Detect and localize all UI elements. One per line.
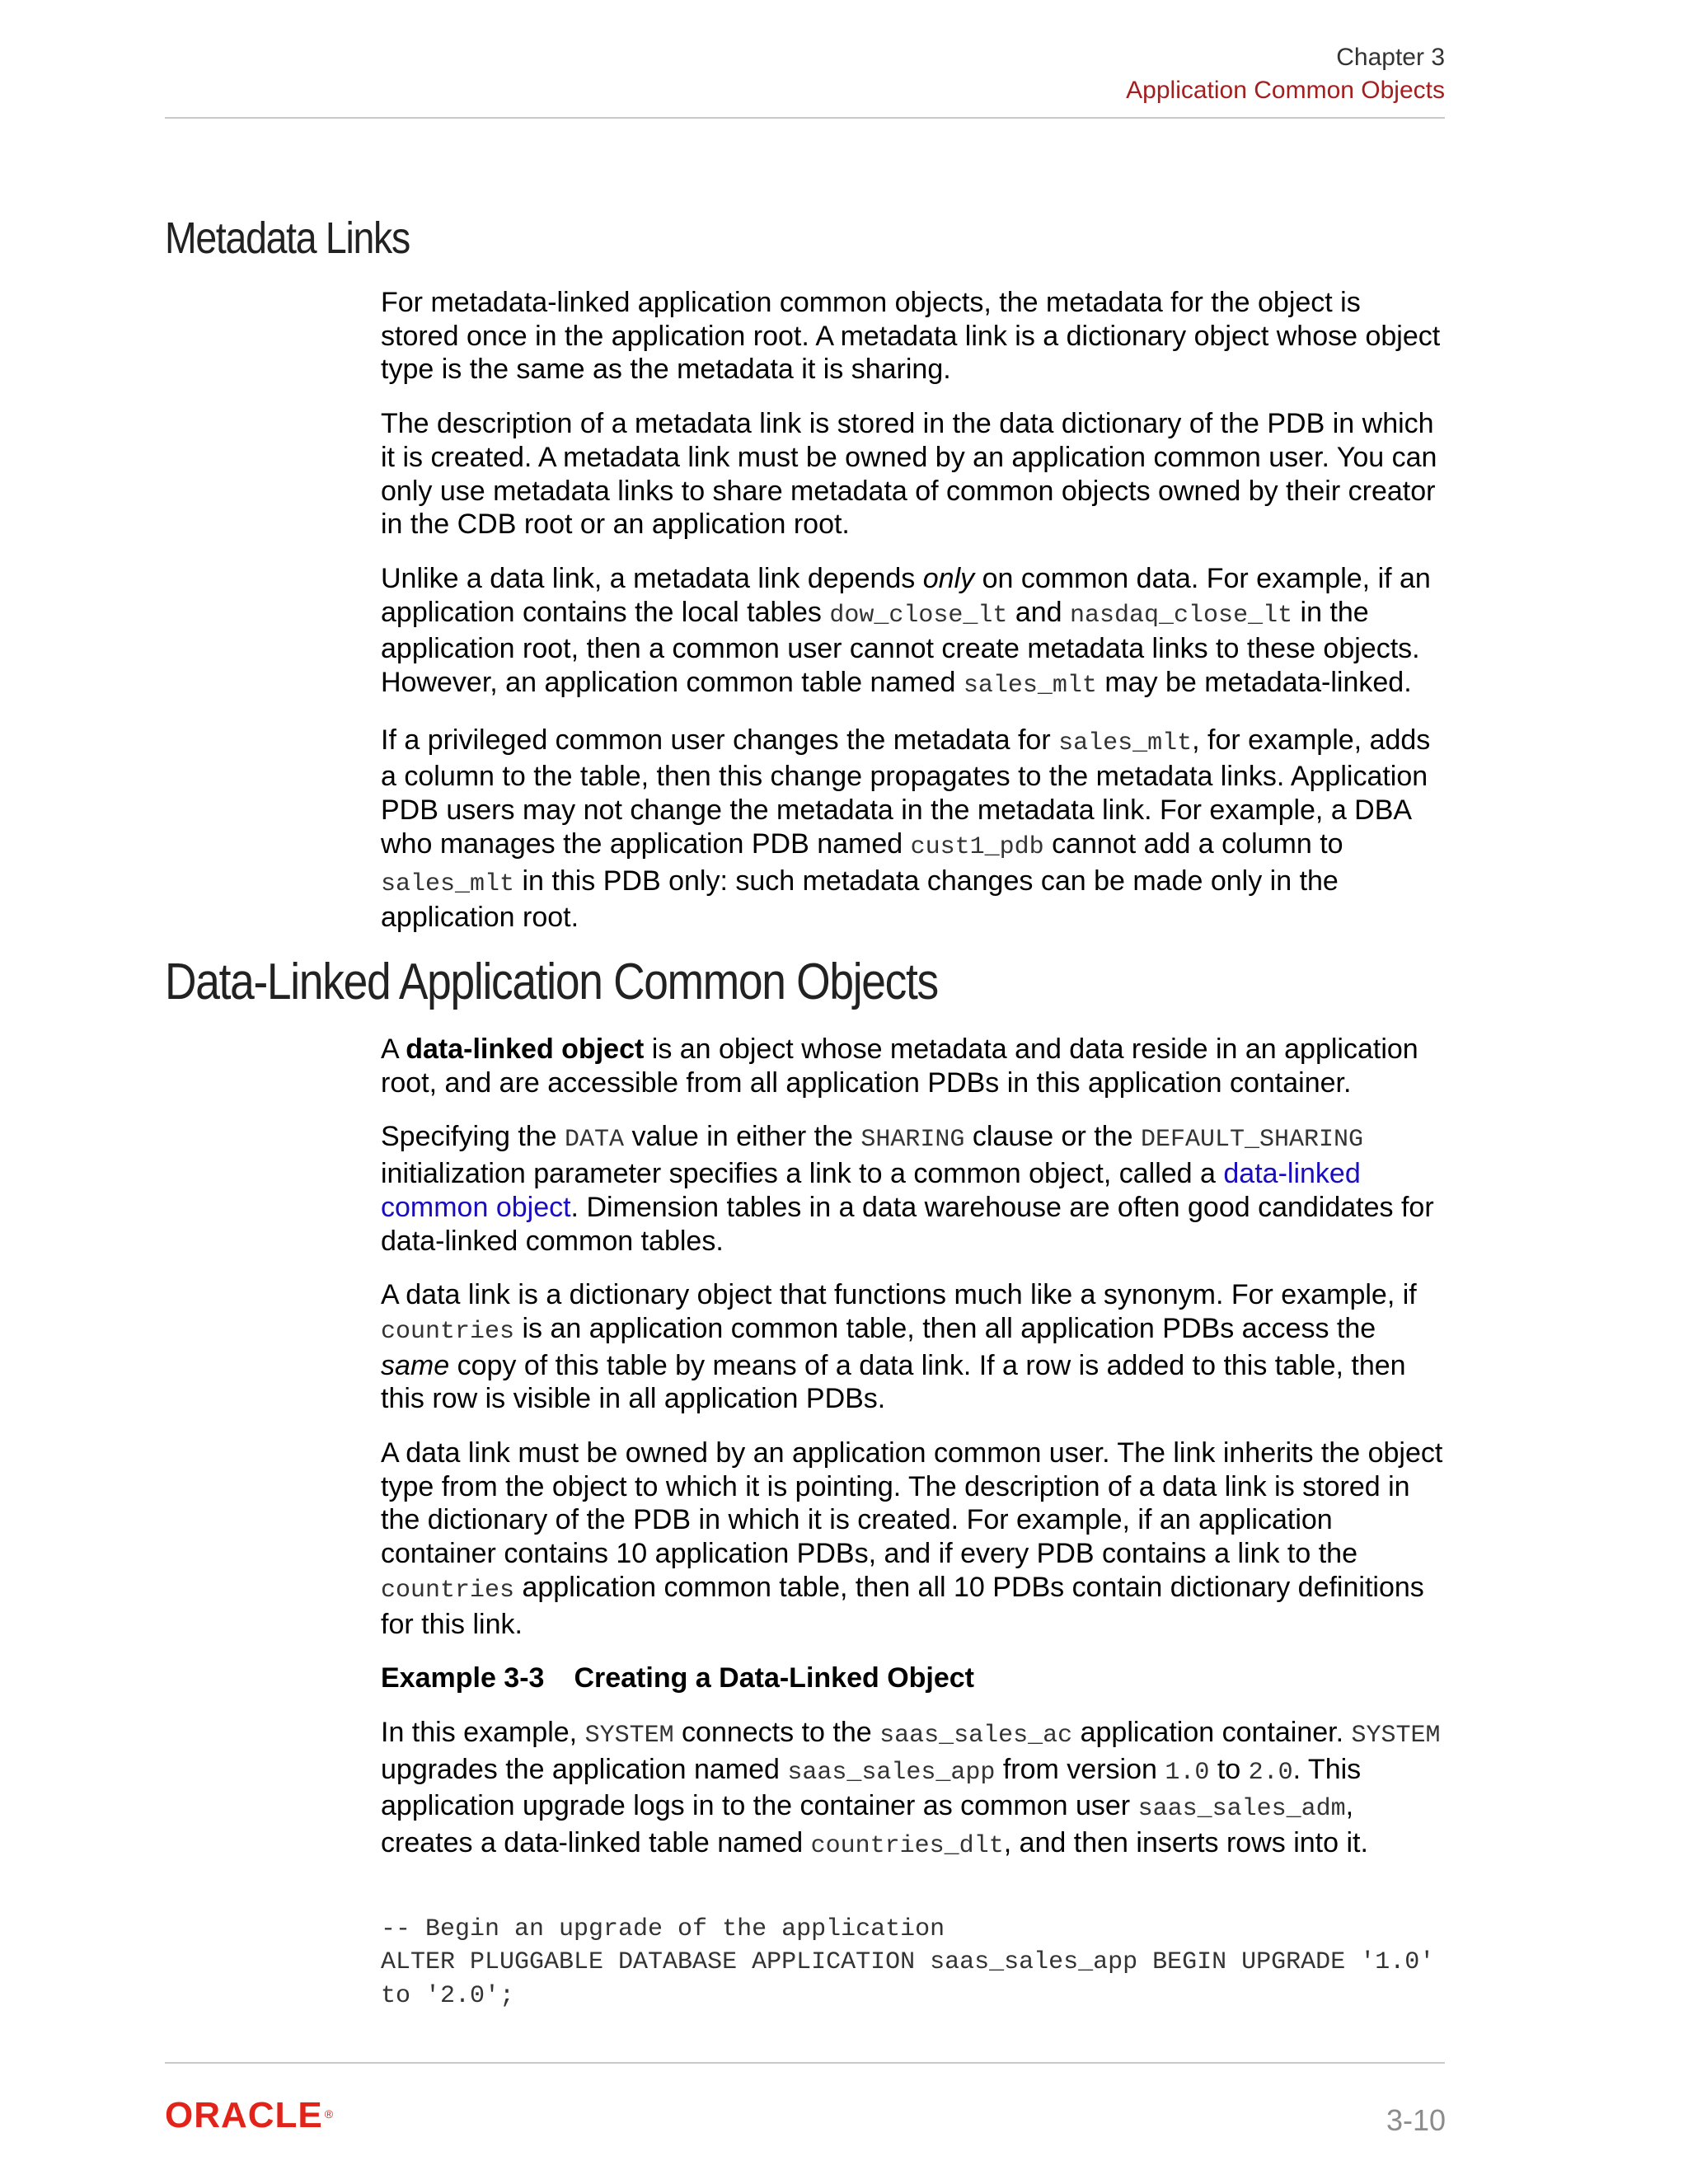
inline-code: SYSTEM — [1351, 1721, 1441, 1750]
example-number: Example 3-3 — [381, 1662, 545, 1694]
inline-code: cust1_pdb — [910, 832, 1044, 861]
running-header — [1126, 41, 1445, 107]
emphasis-text: same — [381, 1349, 450, 1381]
example-caption: Creating a Data-Linked Object — [574, 1662, 974, 1694]
inline-code: dow_close_lt — [829, 601, 1008, 630]
metadata-links-body — [381, 286, 1446, 955]
code-block: -- Begin an upgrade of the application ALTER PLUGGABLE DATABASE APPLICATION saas_sales_app BEGIN UPGRADE '1.0' to '2.0'; — [381, 1915, 1435, 2011]
paragraph: A data-linked object is an object whose metadata and data reside in an application root, and are accessible from all application PDBs in this application container. — [381, 1033, 1418, 1099]
emphasis-text: only — [922, 562, 975, 594]
inline-code: SHARING — [860, 1126, 965, 1155]
inline-code: DATA — [565, 1126, 625, 1155]
paragraph: For metadata-linked application common objects, the metadata for the object is stored once in the application root. A metadata link is a dictionary object whose object type is the same as the metadata it is sharing. — [381, 287, 1441, 386]
inline-code: 1.0 — [1165, 1758, 1210, 1787]
paragraph: A data link is a dictionary object that functions much like a synonym. For example, if countries is an application common table, then all application PDBs access the same copy of this table by means of a data link. If a row is added to this table, then this row is visible in all application PDBs. — [381, 1279, 1417, 1415]
inline-code: DEFAULT_SHARING — [1140, 1126, 1363, 1155]
page-number: 3-10 — [1386, 2103, 1446, 2137]
chapter-label: Chapter 3 — [1336, 44, 1445, 71]
footer-divider — [165, 2062, 1445, 2064]
inline-code: saas_sales_adm — [1137, 1795, 1346, 1824]
example-title — [381, 1661, 1446, 1695]
glossary-link-data-linked-common-object[interactable]: data-linked common object — [381, 1158, 1361, 1223]
inline-code: countries — [381, 1576, 515, 1605]
inline-code: countries_dlt — [810, 1832, 1004, 1861]
paragraph: In this example, SYSTEM connects to the saas_sales_ac application container. SYSTEM upgrades the application named saas_sales_app from version 1.0 to 2.0. This application upgrade logs in to the container as common user saas_sales_adm, creates a data-linked table named countries_dlt, and then inserts rows into it. — [381, 1716, 1441, 1861]
paragraph: Specifying the DATA value in either the SHARING clause or the DEFAULT_SHARING initialization parameter specifies a link to a common object, called a data-linked common object. Dimension tables in a data warehouse are often good candidates for data-linked common tables. — [381, 1121, 1434, 1257]
paragraph: A data link must be owned by an application common user. The link inherits the object type from the object to which it is pointing. The description of a data link is stored in the dictionary of the PDB in which it is created. For example, if an application container contains 10 application PDBs, and if every PDB contains a link to the countries application common table, then all 10 PDBs contain dictionary definitions for this link. — [381, 1437, 1443, 1640]
paragraph: If a privileged common user changes the metadata for sales_mlt, for example, adds a column to the table, then this change propagates to the metadata links. Application PDB users may not change the metadata in the metadata link. For example, a DBA who manages the application PDB named cust1_pdb cannot add a column to sales_mlt in this PDB only: such metadata changes can be made only in the application root. — [381, 724, 1431, 934]
section-heading-data-linked: Data-Linked Application Common Objects — [165, 954, 938, 1010]
inline-code: sales_mlt — [1058, 729, 1193, 757]
inline-code: countries — [381, 1317, 515, 1346]
section-heading-metadata-links: Metadata Links — [165, 213, 410, 263]
paragraph: The description of a metadata link is stored in the data dictionary of the PDB in which it is created. A metadata link must be owned by an application common user. You can only use metadata links to share metadata of common objects owned by their creator in the CDB root or an application root. — [381, 408, 1437, 541]
oracle-logo: ORACLE ® — [165, 2095, 335, 2135]
inline-code: saas_sales_app — [787, 1758, 996, 1787]
chapter-title: Application Common Objects — [1126, 77, 1445, 104]
term-bold: data-linked object — [406, 1033, 645, 1065]
data-linked-body — [381, 1033, 1446, 2013]
paragraph: Unlike a data link, a metadata link depends only on common data. For example, if an application contains the local tables dow_close_lt and nasdaq_close_lt in the application root, then a common user cannot create metadata links to these objects. However, an application common table named sales_mlt may be metadata-linked. — [381, 562, 1431, 701]
inline-code: nasdaq_close_lt — [1070, 601, 1293, 630]
inline-code: SYSTEM — [584, 1721, 674, 1750]
header-divider — [165, 117, 1445, 119]
inline-code: sales_mlt — [963, 672, 1097, 701]
inline-code: sales_mlt — [381, 869, 515, 898]
inline-code: 2.0 — [1248, 1758, 1293, 1787]
inline-code: saas_sales_ac — [879, 1721, 1073, 1750]
